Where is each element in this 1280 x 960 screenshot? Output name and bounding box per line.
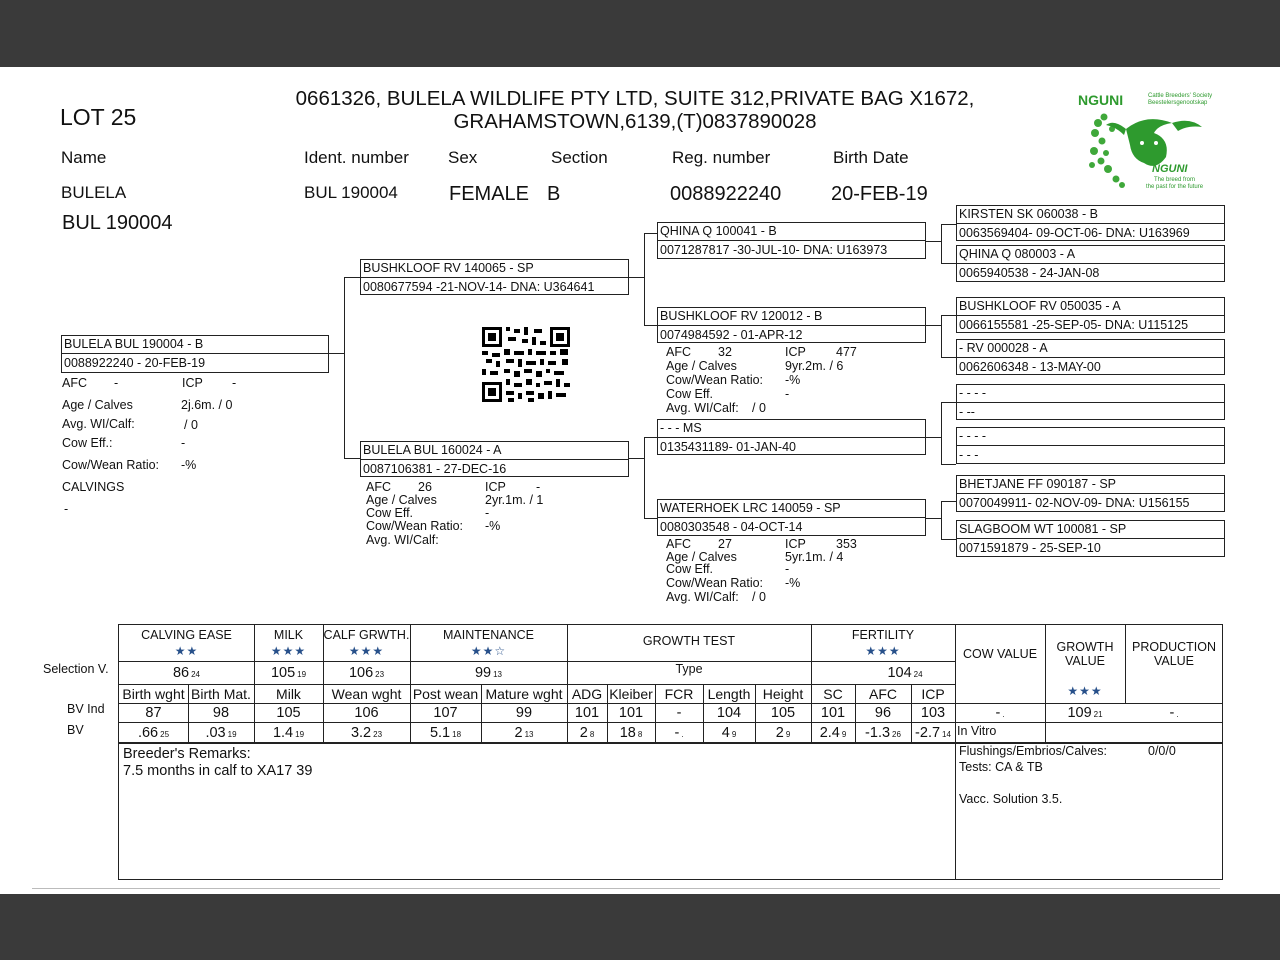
column-header: Wean wght [331, 686, 402, 702]
bvind-value: 96 [874, 705, 892, 721]
ds-line-1: - - - MS [660, 421, 702, 435]
bv-value: -1.3 26 [865, 725, 901, 741]
selection-value: 86 24 [172, 665, 201, 681]
maint-stars-icon: ★★☆ [470, 644, 507, 658]
ss-line-2: 0071287817 -30-JUL-10- DNA: U163973 [660, 243, 888, 257]
column-header: ADG [571, 686, 603, 702]
column-header: Milk [276, 686, 301, 702]
dd-wean-label: Cow/Wean Ratio: [666, 576, 764, 590]
bvind-extra-value: 109 21 [1067, 705, 1103, 721]
column-header: Length [707, 686, 751, 702]
bv-value: 2 13 [514, 725, 534, 741]
lot-number: LOT 25 [60, 104, 137, 130]
dam-eff: - [485, 506, 490, 520]
subject-calvings: - [64, 502, 69, 516]
subject-icp: - [232, 376, 237, 390]
subject-calvings-label: CALVINGS [62, 480, 125, 494]
calf-stars-icon: ★★★ [348, 644, 385, 658]
sire-line-2: 0080677594 -21-NOV-14- DNA: U364641 [363, 280, 595, 294]
column-header: AFC [869, 686, 897, 702]
animal-sex: FEMALE [449, 183, 530, 205]
bv-value: 2.4 9 [819, 725, 847, 741]
gen3-5-line-1: - - - - [959, 386, 987, 400]
sd-eff-label: Cow Eff. [666, 387, 714, 401]
subject-age-label: Age / Calves [62, 398, 133, 412]
subject-wean-label: Cow/Wean Ratio: [62, 458, 160, 472]
vacc-text: Vacc. Solution 3.5. [959, 792, 1063, 806]
subject-eff: - [181, 436, 186, 450]
dam-age-label: Age / Calves [366, 493, 437, 507]
bvind-value: - [676, 705, 682, 721]
bvind-value: 101 [820, 705, 846, 721]
gen3-4-line-1: - RV 000028 - A [959, 341, 1048, 355]
gen3-box-7 [956, 475, 1225, 512]
bvind-value: 105 [770, 705, 796, 721]
gen3-2-line-1: QHINA Q 080003 - A [959, 247, 1076, 261]
column-header: FCR [664, 686, 694, 702]
group-cow-value: COW VALUE [962, 647, 1038, 661]
group-milk: MILK [273, 628, 304, 642]
gen3-box-1 [956, 205, 1225, 241]
dd-eff: - [785, 562, 790, 576]
gen3-5-line-2: - -- [959, 405, 975, 419]
group-growth-value-2: VALUE [1064, 654, 1106, 668]
dam-afc: 26 [418, 480, 432, 494]
selection-value: 106 23 [348, 665, 385, 681]
dd-box [657, 499, 926, 536]
subject-line-1: BULELA BUL 190004 - B [64, 337, 204, 351]
bvind-value: 101 [574, 705, 600, 721]
group-maintenance: MAINTENANCE [443, 628, 534, 642]
qr-code-icon [482, 327, 570, 402]
dd-icp-label: ICP [785, 537, 806, 551]
column-header: ICP [921, 686, 945, 702]
gen3-box-8 [956, 520, 1225, 557]
logo-tagline-2: the past for the future [1146, 184, 1204, 190]
dd-age-label: Age / Calves [666, 550, 737, 564]
gen3-7-line-2: 0070049911- 02-NOV-09- DNA: U156155 [959, 496, 1190, 510]
group-production-value-2: VALUE [1153, 654, 1195, 668]
gen3-3-line-1: BUSHKLOOF RV 050035 - A [959, 299, 1121, 313]
dd-line-2: 0080303548 - 04-OCT-14 [660, 520, 803, 534]
sd-age: 9yr.2m. / 6 [785, 359, 844, 373]
logo-tagline-1: The breed from [1154, 177, 1196, 183]
sd-box [657, 307, 926, 343]
gen3-8-line-1: SLAGBOOM WT 100081 - SP [959, 522, 1127, 536]
sd-afc: 32 [718, 345, 732, 359]
sire-box [360, 259, 629, 295]
gen3-2-line-2: 0065940538 - 24-JAN-08 [959, 266, 1100, 280]
dd-icp: 353 [836, 537, 857, 551]
performance-table [118, 624, 1223, 743]
bvind-value: 98 [212, 705, 230, 721]
type-label: Type [675, 662, 703, 676]
fert-stars-icon: ★★★ [865, 644, 901, 658]
sd-wi: / 0 [752, 401, 766, 415]
dam-box [360, 441, 629, 477]
remarks-title: Breeder's Remarks: [123, 746, 251, 762]
bv-value: .66 25 [137, 725, 170, 741]
subject-wi: / 0 [184, 418, 198, 432]
dam-line-1: BULELA BUL 160024 - A [363, 443, 502, 457]
subject-wi-label: Avg. WI/Calf: [62, 417, 135, 431]
animal-name: BULELA [61, 183, 127, 202]
gen3-6-line-1: - - - - [959, 429, 987, 443]
column-header: Height [762, 686, 804, 702]
dd-eff-label: Cow Eff. [666, 562, 714, 576]
dam-afc-label: AFC [366, 480, 391, 494]
dam-line-2: 0087106381 - 27-DEC-16 [363, 462, 507, 476]
sd-wean: -% [785, 373, 801, 387]
logo-badge: NGUNI [1152, 163, 1188, 175]
dam-icp-label: ICP [485, 480, 506, 494]
column-header: Post wean [412, 686, 479, 702]
subject-line-2: 0088922240 - 20-FEB-19 [64, 356, 206, 370]
selection-value: 104 24 [887, 665, 923, 681]
header-section: Section [551, 148, 608, 167]
owner-line-2: GRAHAMSTOWN,6139,(T)0837890028 [453, 110, 817, 133]
dam-wean-label: Cow/Wean Ratio: [366, 519, 464, 533]
gen3-box-6 [956, 427, 1225, 464]
owner-line-1: 0661326, BULELA WILDLIFE PTY LTD, SUITE 312,PRIVATE BAG X1672, [295, 87, 975, 110]
pedigree-sheet [0, 67, 1280, 894]
bvind-label: BV Ind [67, 702, 105, 716]
ss-box [657, 222, 926, 259]
gen3-1-line-2: 0063569404- 09-OCT-06- DNA: U163969 [959, 226, 1190, 240]
bv-value: 2 9 [775, 725, 791, 741]
bvind-value: 105 [276, 705, 301, 721]
subject-eff-label: Cow Eff.: [62, 436, 113, 450]
gen3-3-line-2: 0066155581 -25-SEP-05- DNA: U115125 [959, 318, 1189, 332]
ss-line-1: QHINA Q 100041 - B [660, 224, 777, 238]
dd-afc: 27 [718, 537, 732, 551]
bvind-value: 99 [515, 705, 533, 721]
bv-value: - . [674, 725, 684, 741]
sd-wi-label: Avg. WI/Calf: [666, 401, 739, 415]
header-sex: Sex [448, 148, 478, 167]
animal-section: B [547, 183, 561, 205]
dd-line-1: WATERHOEK LRC 140059 - SP [660, 501, 841, 515]
subject-wean: -% [181, 458, 197, 472]
group-calf-growth: CALF GRWTH. [323, 628, 410, 642]
group-growth-test: GROWTH TEST [642, 634, 736, 648]
bv-label: BV [67, 723, 84, 737]
dd-wi-label: Avg. WI/Calf: [666, 590, 739, 604]
bv-value: 1.4 19 [272, 725, 305, 741]
calving-stars-icon: ★★ [174, 644, 199, 658]
dd-wean: -% [785, 576, 801, 590]
bvind-value: 107 [433, 705, 458, 721]
header-name: Name [61, 148, 107, 167]
sd-wean-label: Cow/Wean Ratio: [666, 373, 764, 387]
gen3-box-2 [956, 245, 1225, 282]
animal-ident-large: BUL 190004 [62, 212, 173, 234]
sd-line-1: BUSHKLOOF RV 120012 - B [660, 309, 823, 323]
subject-age: 2j.6m. / 0 [181, 398, 233, 412]
animal-ident: BUL 190004 [304, 183, 398, 202]
animal-birth: 20-FEB-19 [831, 183, 928, 205]
bvind-extra-value: - . [1169, 705, 1179, 721]
milk-stars-icon: ★★★ [270, 644, 307, 658]
bv-value: 18 8 [619, 725, 643, 741]
gen3-6-line-2: - - - [959, 448, 979, 462]
flushings-label: Flushings/Embrios/Calves: [959, 744, 1107, 758]
growth-value-stars-icon: ★★★ [1067, 684, 1103, 698]
bvind-extra-value: - . [995, 705, 1005, 721]
ds-box [657, 419, 926, 455]
gen3-box-4 [956, 339, 1225, 375]
bv-value: .03 19 [205, 725, 237, 741]
bv-value: 4 9 [721, 725, 737, 741]
sd-icp-label: ICP [785, 345, 806, 359]
group-calving-ease: CALVING EASE [141, 628, 232, 642]
column-header: Kleiber [609, 686, 653, 702]
bv-value: -2.7 14 [915, 725, 951, 741]
dam-icp: - [536, 480, 541, 494]
bv-value: 3.2 23 [350, 725, 383, 741]
selection-label: Selection V. [43, 662, 109, 676]
bv-value: 5.1 18 [429, 725, 462, 741]
column-header: Birth Mat. [191, 686, 251, 702]
sd-icp: 477 [836, 345, 857, 359]
header-birth: Birth Date [833, 148, 909, 167]
group-growth-value-1: GROWTH [1056, 640, 1114, 654]
gen3-4-line-2: 0062606348 - 13-MAY-00 [959, 360, 1101, 374]
dam-wi-label: Avg. WI/Calf: [366, 533, 439, 547]
animal-reg: 0088922240 [670, 183, 782, 205]
header-ident: Ident. number [304, 148, 409, 167]
subject-icp-label: ICP [182, 376, 203, 390]
group-fertility: FERTILITY [851, 628, 915, 642]
sd-age-label: Age / Calves [666, 359, 737, 373]
dd-afc-label: AFC [666, 537, 691, 551]
gen3-7-line-1: BHETJANE FF 090187 - SP [959, 477, 1117, 491]
header-reg: Reg. number [672, 148, 771, 167]
nguni-logo [1078, 91, 1218, 195]
bvind-value: 87 [145, 705, 162, 721]
gen3-box-3 [956, 297, 1225, 333]
sd-afc-label: AFC [666, 345, 691, 359]
gen3-1-line-1: KIRSTEN SK 060038 - B [959, 207, 1098, 221]
subject-afc-label: AFC [62, 376, 87, 390]
gen3-8-line-2: 0071591879 - 25-SEP-10 [959, 541, 1101, 555]
dam-wean: -% [485, 519, 501, 533]
column-header: Birth wght [122, 686, 185, 702]
dd-age: 5yr.1m. / 4 [785, 550, 844, 564]
bvind-value: 101 [618, 705, 644, 721]
flushings-value: 0/0/0 [1148, 744, 1176, 758]
column-header: SC [823, 686, 843, 702]
dam-eff-label: Cow Eff. [366, 506, 414, 520]
remarks-box [118, 743, 1223, 880]
subject-box [61, 335, 329, 373]
sd-line-2: 0074984592 - 01-APR-12 [660, 328, 803, 342]
dam-age: 2yr.1m. / 1 [485, 493, 544, 507]
sire-line-1: BUSHKLOOF RV 140065 - SP [363, 261, 534, 275]
remarks-text: 7.5 months in calf to XA17 39 [123, 763, 313, 779]
in-vitro-label: In Vitro [957, 724, 997, 738]
column-header: Mature wght [485, 686, 563, 702]
group-production-value-1: PRODUCTION [1131, 640, 1217, 654]
sd-eff: - [785, 387, 790, 401]
tests-text: Tests: CA & TB [959, 760, 1043, 774]
logo-society-2: Beestelersgenootskap [1148, 100, 1208, 106]
gen3-box-5 [956, 384, 1225, 420]
logo-brand: NGUNI [1078, 92, 1124, 108]
dd-wi: / 0 [752, 590, 766, 604]
subject-afc: - [114, 376, 119, 390]
bvind-value: 104 [716, 705, 742, 721]
bv-value: 2 8 [579, 725, 595, 741]
logo-society-1: Cattle Breeders' Society [1148, 93, 1213, 99]
selection-value: 99 13 [474, 665, 503, 681]
bvind-value: 103 [920, 705, 946, 721]
selection-value: 105 19 [270, 665, 307, 681]
bvind-value: 106 [354, 705, 379, 721]
ds-line-2: 0135431189- 01-JAN-40 [660, 440, 796, 454]
